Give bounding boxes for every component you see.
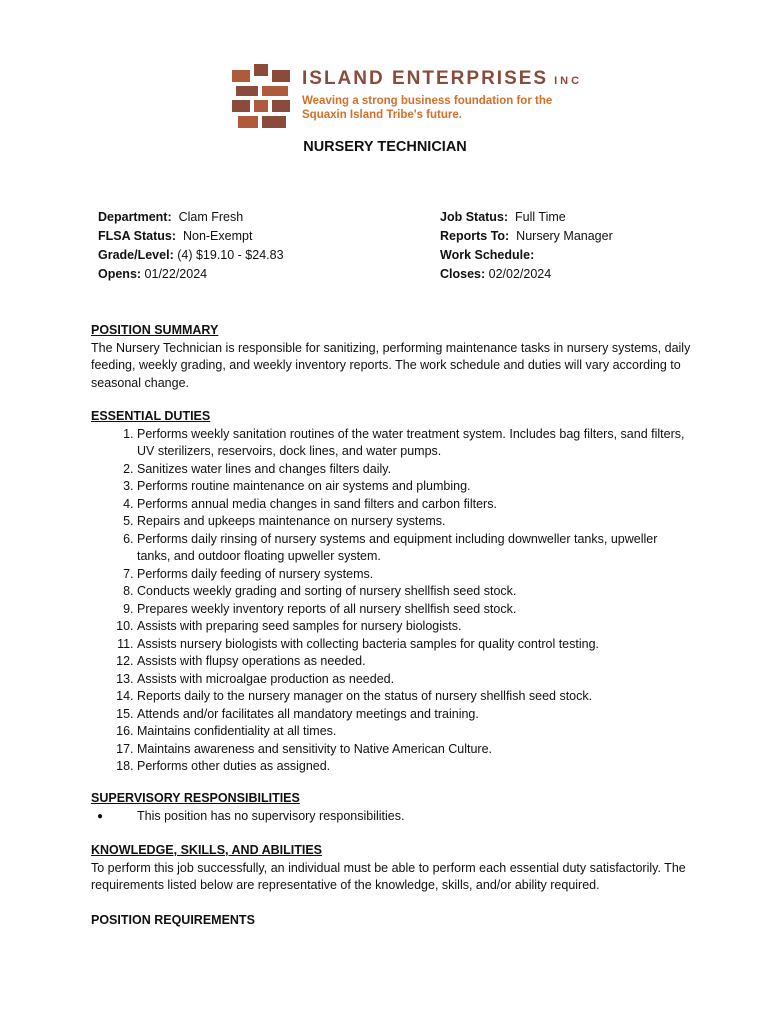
position-summary-text: The Nursery Technician is responsible for sanitizing, performing maintenance tasks in nursery systems, daily feeding, weekly grading, and weekly inventory reports. The work schedule and duties will vary according to seasonal change. <box>91 340 691 390</box>
ksa-text: To perform this job successfully, an individual must be able to perform each essential duty satisfactorily. The requirements listed below are representative of the knowledge, skills, and/or ability required. <box>91 860 686 892</box>
list-item: 14. Reports daily to the nursery manager on the status of nursery shellfish seed stock. <box>137 688 691 706</box>
list-item: 11. Assists nursery biologists with collecting bacteria samples for quality control testing. <box>137 636 691 654</box>
list-item: 13. Assists with microalgae production as needed. <box>137 671 691 689</box>
list-item: 6. Performs daily rinsing of nursery systems and equipment including downweller tanks, upweller tanks, and outdoor floating upweller system. <box>137 531 691 566</box>
list-item: 5. Repairs and upkeeps maintenance on nursery systems. <box>137 513 691 531</box>
position-summary-section <box>91 322 691 392</box>
list-item: 12. Assists with flupsy operations as needed. <box>137 653 691 671</box>
list-item: 18. Performs other duties as assigned. <box>137 758 691 776</box>
supervisory-heading: SUPERVISORY RESPONSIBILITIES <box>91 791 300 805</box>
list-item: 9. Prepares weekly inventory reports of all nursery shellfish seed stock. <box>137 601 691 619</box>
info-work-schedule: Work Schedule: <box>440 248 535 262</box>
info-closes: Closes: 02/02/2024 <box>440 267 552 281</box>
info-opens: Opens: 01/22/2024 <box>98 267 208 281</box>
info-flsa-status: FLSA Status: Non-Exempt <box>98 229 253 243</box>
essential-duties-heading: ESSENTIAL DUTIES <box>91 409 211 423</box>
list-item: ● This position has no supervisory responsibilities. <box>137 808 691 826</box>
supervisory-section <box>91 790 691 825</box>
essential-duties-section <box>91 408 691 776</box>
supervisory-list <box>91 808 691 826</box>
ksa-heading: KNOWLEDGE, SKILLS, AND ABILITIES <box>91 843 323 857</box>
job-info-right <box>440 208 613 284</box>
ksa-section <box>91 842 691 895</box>
info-grade-level: Grade/Level: (4) $19.10 - $24.83 <box>98 248 284 262</box>
info-department: Department: Clam Fresh <box>98 210 244 224</box>
list-item: 8. Conducts weekly grading and sorting of nursery shellfish seed stock. <box>137 583 691 601</box>
info-reports-to: Reports To: Nursery Manager <box>440 229 613 243</box>
essential-duties-list <box>91 426 691 776</box>
list-item: 3. Performs routine maintenance on air systems and plumbing. <box>137 478 691 496</box>
list-item: 4. Performs annual media changes in sand filters and carbon filters. <box>137 496 691 514</box>
list-item: 17. Maintains awareness and sensitivity to Native American Culture. <box>137 741 691 759</box>
position-summary-heading: POSITION SUMMARY <box>91 323 219 337</box>
list-item: 16. Maintains confidentiality at all times. <box>137 723 691 741</box>
woven-blocks-logo-icon <box>232 64 292 128</box>
list-item: 1. Performs weekly sanitation routines of the water treatment system. Includes bag filters, sand filters, UV sterilizers, reservoirs, dock lines, and water pumps. <box>137 426 691 461</box>
page-title: NURSERY TECHNICIAN <box>303 139 467 155</box>
requirements-section <box>91 912 691 930</box>
requirements-heading: POSITION REQUIREMENTS <box>91 913 255 927</box>
list-item: 2. Sanitizes water lines and changes filters daily. <box>137 461 691 479</box>
logo-tagline: Weaving a strong business foundation for the Squaxin Island Tribe's future. <box>302 95 553 121</box>
list-item: 7. Performs daily feeding of nursery systems. <box>137 566 691 584</box>
list-item: 10. Assists with preparing seed samples for nursery biologists. <box>137 618 691 636</box>
info-job-status: Job Status: Full Time <box>440 210 566 224</box>
logo-name: ISLAND ENTERPRISES INC <box>302 68 583 89</box>
list-item: 15. Attends and/or facilitates all mandatory meetings and training. <box>137 706 691 724</box>
job-info-left <box>98 208 284 284</box>
company-logo <box>232 64 583 128</box>
